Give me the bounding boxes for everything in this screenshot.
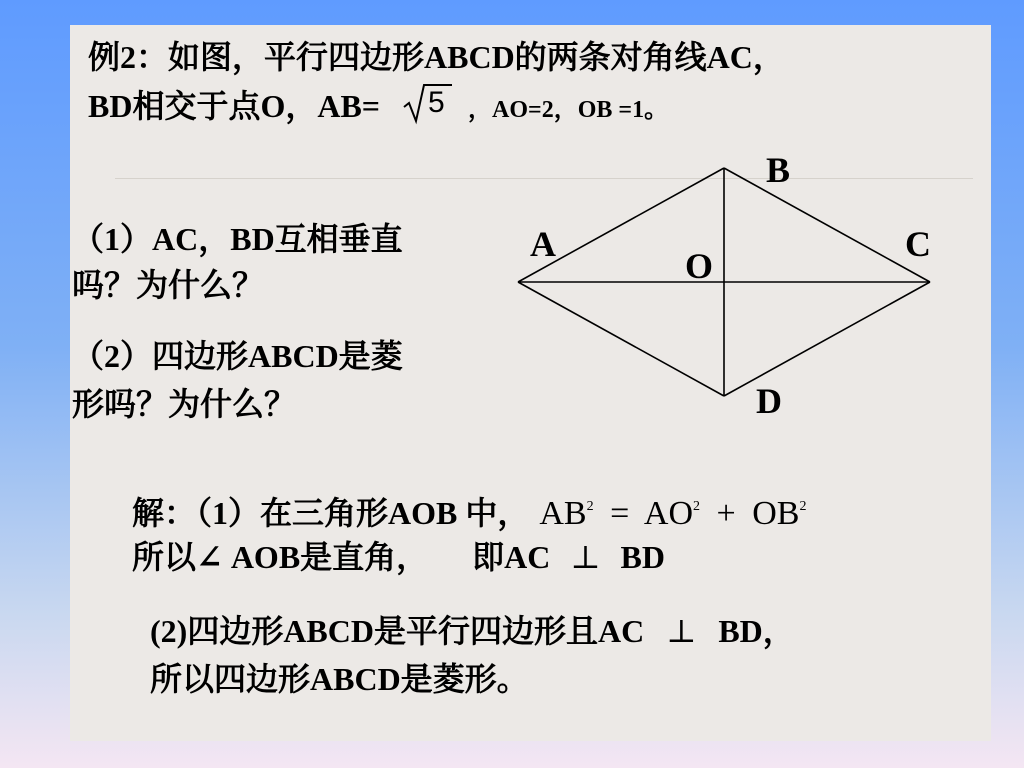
eq-ob: OB: [752, 495, 800, 532]
vertex-label-a: A: [530, 224, 556, 264]
solution-2-line-2: 所以四边形ABCD是菱形。: [150, 661, 529, 697]
rhombus-diagram: [510, 160, 940, 400]
problem-line-2-end: ，AO=2，OB =1。: [468, 97, 669, 123]
question-1-line-2: 吗？为什么？: [72, 267, 265, 303]
slide-panel: [70, 25, 991, 741]
edge-da: [518, 282, 724, 396]
solution-2-premise: (2)四边形ABCD是平行四边形且AC: [150, 613, 645, 649]
solution-1-bd: BD: [620, 539, 665, 575]
eq-equals: =: [610, 495, 630, 532]
perpendicular-symbol: ⊥: [570, 539, 601, 575]
eq-ab: AB: [539, 495, 587, 532]
vertex-label-b: B: [766, 150, 791, 190]
problem-line-2: [88, 82, 668, 134]
eq-ob-exponent: 2: [799, 499, 807, 514]
center-label-o: O: [685, 246, 714, 286]
sqrt-radicand: 5: [428, 86, 445, 119]
vertex-label-c: C: [905, 224, 931, 264]
question-1-line-1: （1）AC，BD互相垂直: [72, 221, 403, 257]
eq-ab-exponent: 2: [586, 499, 594, 514]
question-2-line-2: 形吗？为什么？: [72, 386, 297, 422]
problem-line-2-start: BD相交于点O，AB=: [88, 88, 381, 124]
vertex-label-d: D: [756, 381, 782, 421]
question-2-line-1: （2）四边形ABCD是菱: [72, 338, 403, 374]
solution-1-intro: 解：（1）在三角形AOB 中，: [132, 495, 530, 531]
problem-line-1: 例2：如图，平行四边形ABCD的两条对角线AC，: [88, 39, 785, 75]
edge-cd: [724, 282, 930, 396]
solution-2-bd: BD，: [718, 613, 795, 649]
perpendicular-symbol-2: ⊥: [666, 613, 697, 649]
solution-1-right-angle: 所以∠ AOB是直角，: [132, 539, 429, 575]
eq-plus: +: [716, 495, 736, 532]
sqrt-expression: [402, 83, 454, 123]
solution-1-conclusion: 即AC: [472, 539, 551, 575]
solution-2-line-1: [150, 609, 795, 653]
pythagoras-equation: [539, 495, 806, 532]
eq-ao-exponent: 2: [693, 499, 701, 514]
edge-bc: [724, 168, 930, 282]
eq-ao: AO: [643, 495, 694, 532]
solution-1-line-1: [132, 485, 806, 536]
solution-1-line-2: [132, 535, 665, 579]
